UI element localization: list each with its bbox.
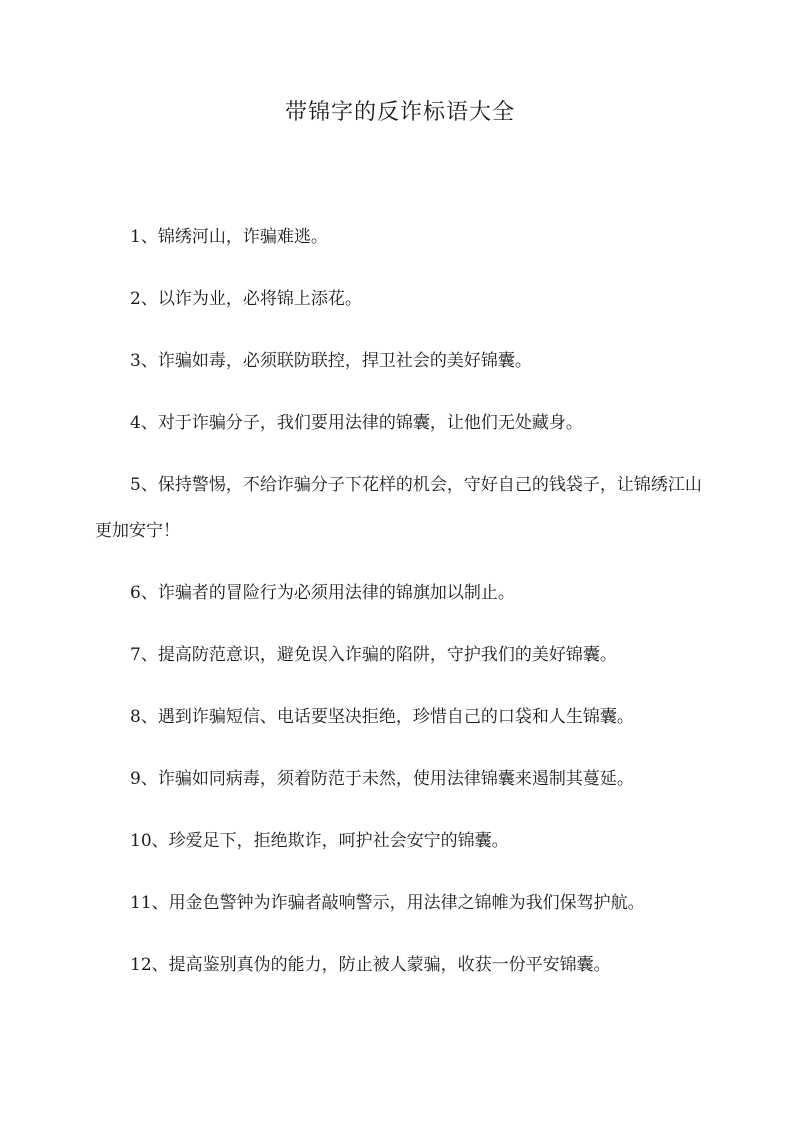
slogan-item-10: 10、珍爱足下，拒绝欺诈，呵护社会安宁的锦囊。	[130, 831, 509, 851]
slogan-item-8: 8、遇到诈骗短信、电话要坚决拒绝，珍惜自己的口袋和人生锦囊。	[130, 707, 634, 727]
slogan-item-9: 9、诈骗如同病毒，须着防范于未然，使用法律锦囊来遏制其蔓延。	[130, 769, 634, 789]
slogan-item-3: 3、诈骗如毒，必须联防联控，捍卫社会的美好锦囊。	[130, 351, 532, 371]
slogan-item-6: 6、诈骗者的冒险行为必须用法律的锦旗加以制止。	[130, 583, 515, 603]
slogan-item-4: 4、对于诈骗分子，我们要用法律的锦囊，让他们无处藏身。	[130, 413, 583, 433]
slogan-item-7: 7、提高防范意识，避免误入诈骗的陷阱，守护我们的美好锦囊。	[130, 645, 617, 665]
slogan-item-11: 11、用金色警钟为诈骗者敲响警示，用法律之锦帷为我们保驾护航。	[130, 893, 645, 913]
slogan-item-2: 2、以诈为业，必将锦上添花。	[130, 289, 362, 309]
slogan-item-5: 5、保持警惕，不给诈骗分子下花样的机会，守好自己的钱袋子，让锦绣江山更加安宁！	[95, 475, 702, 541]
page-title: 带锦字的反诈标语大全	[284, 100, 515, 125]
slogan-list	[0, 214, 800, 1004]
slogan-item-1: 1、锦绣河山，诈骗难逃。	[130, 227, 328, 247]
slogan-item-12: 12、提高鉴别真伪的能力，防止被人蒙骗，收获一份平安锦囊。	[130, 955, 611, 975]
